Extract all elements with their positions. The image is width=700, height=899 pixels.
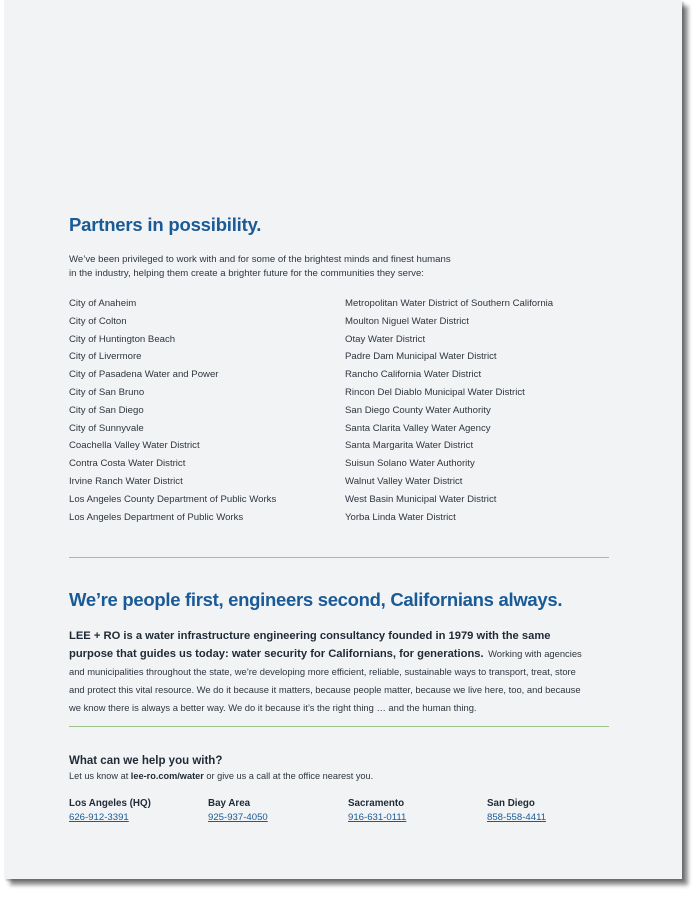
partner-item: City of Huntington Beach bbox=[69, 333, 176, 345]
partner-item: Suisun Solano Water Authority bbox=[345, 458, 475, 470]
partner-item: Walnut Valley Water District bbox=[345, 475, 463, 487]
partner-item: Los Angeles Department of Public Works bbox=[69, 511, 244, 523]
partner-item: Moulton Niguel Water District bbox=[345, 315, 469, 327]
partner-item: Coachella Valley Water District bbox=[69, 440, 200, 452]
office-name: Bay Area bbox=[208, 798, 251, 809]
partner-item: Otay Water District bbox=[345, 333, 426, 345]
contact-line bbox=[69, 771, 373, 781]
partner-item: Rancho California Water District bbox=[345, 369, 482, 381]
partners-list-left bbox=[69, 295, 276, 526]
intro-line: We’ve been privileged to work with and for some of the brightest minds and finest humans bbox=[69, 254, 451, 265]
office-name: Los Angeles (HQ) bbox=[69, 798, 151, 809]
office-bay-area bbox=[208, 798, 338, 825]
partner-item: Santa Margarita Water District bbox=[345, 440, 474, 452]
partner-item: Santa Clarita Valley Water Agency bbox=[345, 422, 491, 434]
contact-line-suffix: or give us a call at the office nearest you. bbox=[203, 771, 374, 781]
partner-item: City of Sunnyvale bbox=[69, 422, 144, 434]
partner-item: Irvine Ranch Water District bbox=[69, 475, 183, 487]
partner-item: West Basin Municipal Water District bbox=[345, 493, 497, 505]
section-divider bbox=[69, 726, 609, 727]
partner-item: City of Pasadena Water and Power bbox=[69, 369, 219, 381]
partners-list-right bbox=[345, 295, 553, 526]
office-phone-link[interactable]: 925-937-4050 bbox=[208, 812, 268, 823]
partner-item: Yorba Linda Water District bbox=[345, 511, 456, 523]
about-body: Working with agencies and municipalities throughout the state, we’re developing more efficient, reliable, sustainable ways to transport, treat, store and protect this vital resource. We do it because it matters, because people matter, because we live here, too, and because we know there is always a better way. We do it because it’s the right thing … and the human thing. bbox=[69, 648, 582, 713]
about-paragraph bbox=[69, 626, 589, 716]
partner-item: City of Livermore bbox=[69, 351, 142, 363]
office-name: San Diego bbox=[487, 798, 535, 809]
office-phone-link[interactable]: 916-631-0111 bbox=[348, 812, 407, 823]
partner-item: San Diego County Water Authority bbox=[345, 404, 491, 416]
office-los-angeles bbox=[69, 798, 199, 825]
intro-line: in the industry, helping them create a brighter future for the communities they serve: bbox=[69, 267, 424, 279]
partner-item: Contra Costa Water District bbox=[69, 458, 186, 470]
office-name: Sacramento bbox=[348, 798, 405, 809]
office-sacramento bbox=[348, 798, 478, 825]
partner-item: City of San Diego bbox=[69, 404, 144, 416]
partners-intro bbox=[69, 253, 489, 280]
section-divider bbox=[69, 557, 609, 558]
partner-item: Rincon Del Diablo Municipal Water District bbox=[345, 386, 525, 398]
partner-item: Metropolitan Water District of Southern California bbox=[345, 298, 554, 309]
office-phone-link[interactable]: 626-912-3391 bbox=[69, 812, 129, 823]
partner-item: City of San Bruno bbox=[69, 386, 145, 398]
about-lead: LEE + RO is a water infrastructure engineering consultancy founded in 1979 with the same purpose that guides us today: water security for Californians, for generations. bbox=[69, 630, 551, 660]
about-heading: We’re people first, engineers second, Californians always. bbox=[69, 589, 563, 610]
office-san-diego bbox=[487, 798, 617, 825]
website-link[interactable]: lee-ro.com/water bbox=[130, 771, 204, 781]
document-page bbox=[4, 0, 682, 879]
partner-item: City of Anaheim bbox=[69, 298, 137, 309]
partner-item: Los Angeles County Department of Public Works bbox=[69, 493, 277, 505]
office-phone-link[interactable]: 858-558-4411 bbox=[487, 812, 547, 823]
partner-item: Padre Dam Municipal Water District bbox=[345, 351, 497, 363]
partner-item: City of Colton bbox=[69, 315, 127, 327]
contact-heading: What can we help you with? bbox=[69, 755, 223, 767]
partners-heading: Partners in possibility. bbox=[69, 214, 262, 235]
contact-line-prefix: Let us know at bbox=[69, 771, 131, 781]
